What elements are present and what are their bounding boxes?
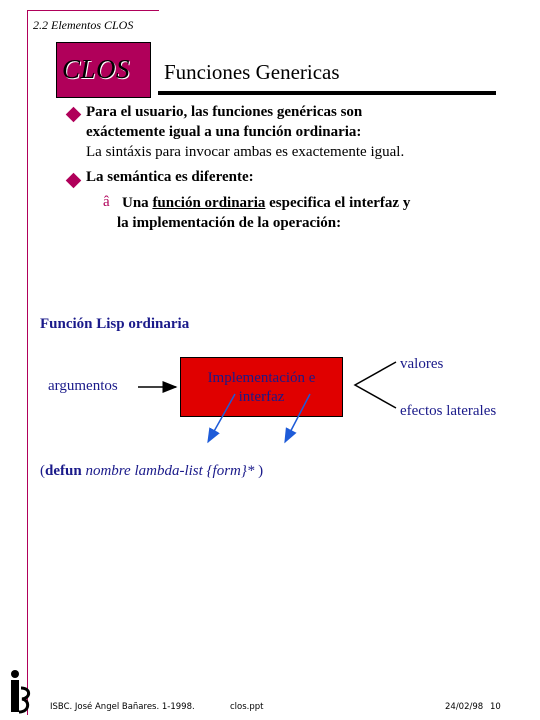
footer-credit: ISBC. José Angel Bañares. 1-1998. — [50, 702, 195, 712]
sub-bullet-underlined: función ordinaria — [152, 195, 266, 211]
sub-bullet-line-2: la implementación de la operación: — [117, 215, 342, 231]
clos-logo-text: CLOS — [62, 54, 131, 84]
implementation-arrow-right — [285, 394, 310, 442]
defun-syntax — [40, 463, 263, 480]
defun-close-paren: ) — [258, 463, 264, 479]
implementation-box-line-1: Implementación e — [207, 370, 316, 386]
implementation-box-line-2: interfaz — [238, 389, 285, 405]
defun-keyword: defun — [45, 463, 82, 479]
defun-open-paren: ( — [40, 463, 45, 479]
bullet-2-line-1: La semántica es diferente: — [86, 169, 254, 185]
footer-page-number: 10 — [490, 702, 501, 712]
diagram-title: Función Lisp ordinaria — [40, 316, 190, 332]
diagram-input-label: argumentos — [48, 378, 118, 394]
output-side-effects-label: efectos laterales — [400, 403, 497, 419]
section-label: 2.2 Elementos CLOS — [33, 18, 134, 32]
slide-title: Funciones Genericas — [164, 60, 340, 84]
bullet-1-line-1: Para el usuario, las funciones genéricas son — [86, 104, 363, 120]
university-logo-icon — [6, 668, 34, 716]
sub-bullet-word: Una — [122, 195, 149, 211]
output-fork-arrow — [355, 362, 396, 408]
sub-bullet-arrow-icon: â — [103, 194, 110, 210]
sub-bullet-rest: especifica el interfaz y — [269, 195, 411, 211]
bullet-1-line-3: La sintáxis para invocar ambas es exactemente igual. — [86, 144, 405, 160]
bullet-1-line-2: exáctemente igual a una función ordinaria: — [86, 124, 362, 140]
output-values-label: valores — [400, 356, 444, 372]
defun-arguments: nombre lambda-list {form}* — [85, 463, 255, 479]
footer-date: 24/02/98 — [445, 702, 484, 712]
footer-file: clos.ppt — [230, 702, 264, 712]
implementation-arrow-left — [208, 394, 235, 442]
